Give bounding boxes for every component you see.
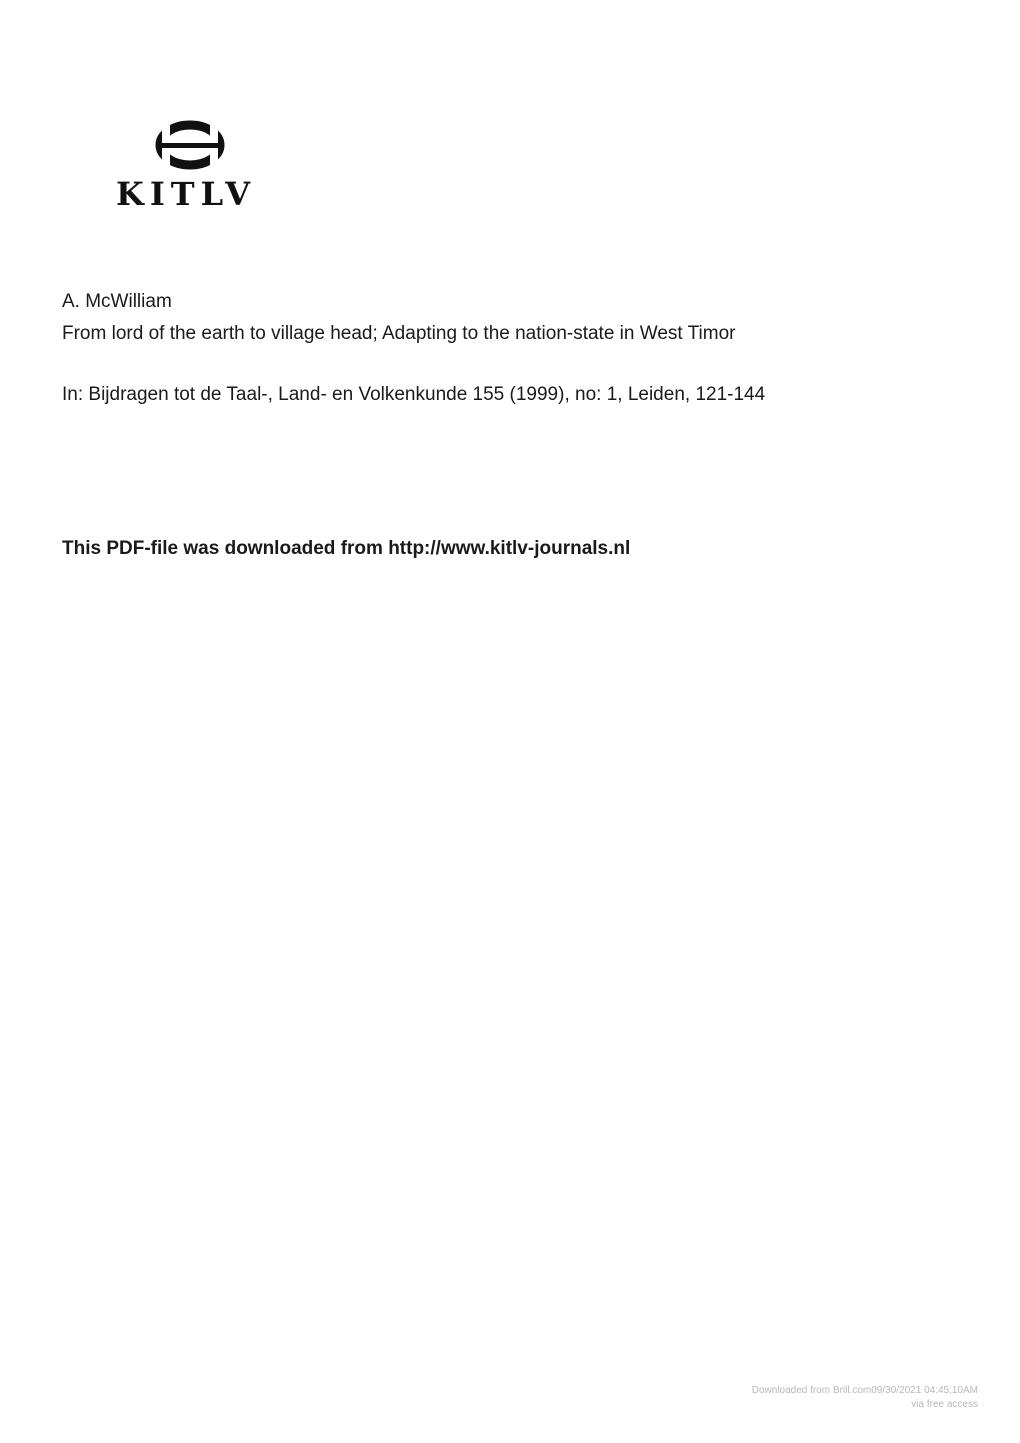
article-author: A. McWilliam (62, 291, 172, 312)
footer-access-info: via free access (911, 1399, 978, 1410)
article-title: From lord of the earth to village head; Adapting to the nation-state in West Timor (62, 323, 736, 344)
kitlv-logo (116, 118, 266, 214)
kitlv-emblem-icon (150, 118, 230, 174)
logo-wordmark: KITLV (116, 175, 257, 213)
footer-download-info: Downloaded from Brill.com09/30/2021 04:45:10AM (751, 1385, 978, 1396)
download-notice: This PDF-file was downloaded from http://www.kitlv-journals.nl (62, 538, 631, 559)
footer-watermark (752, 1384, 978, 1412)
article-citation: In: Bijdragen tot de Taal-, Land- en Volkenkunde 155 (1999), no: 1, Leiden, 121-144 (62, 384, 766, 405)
